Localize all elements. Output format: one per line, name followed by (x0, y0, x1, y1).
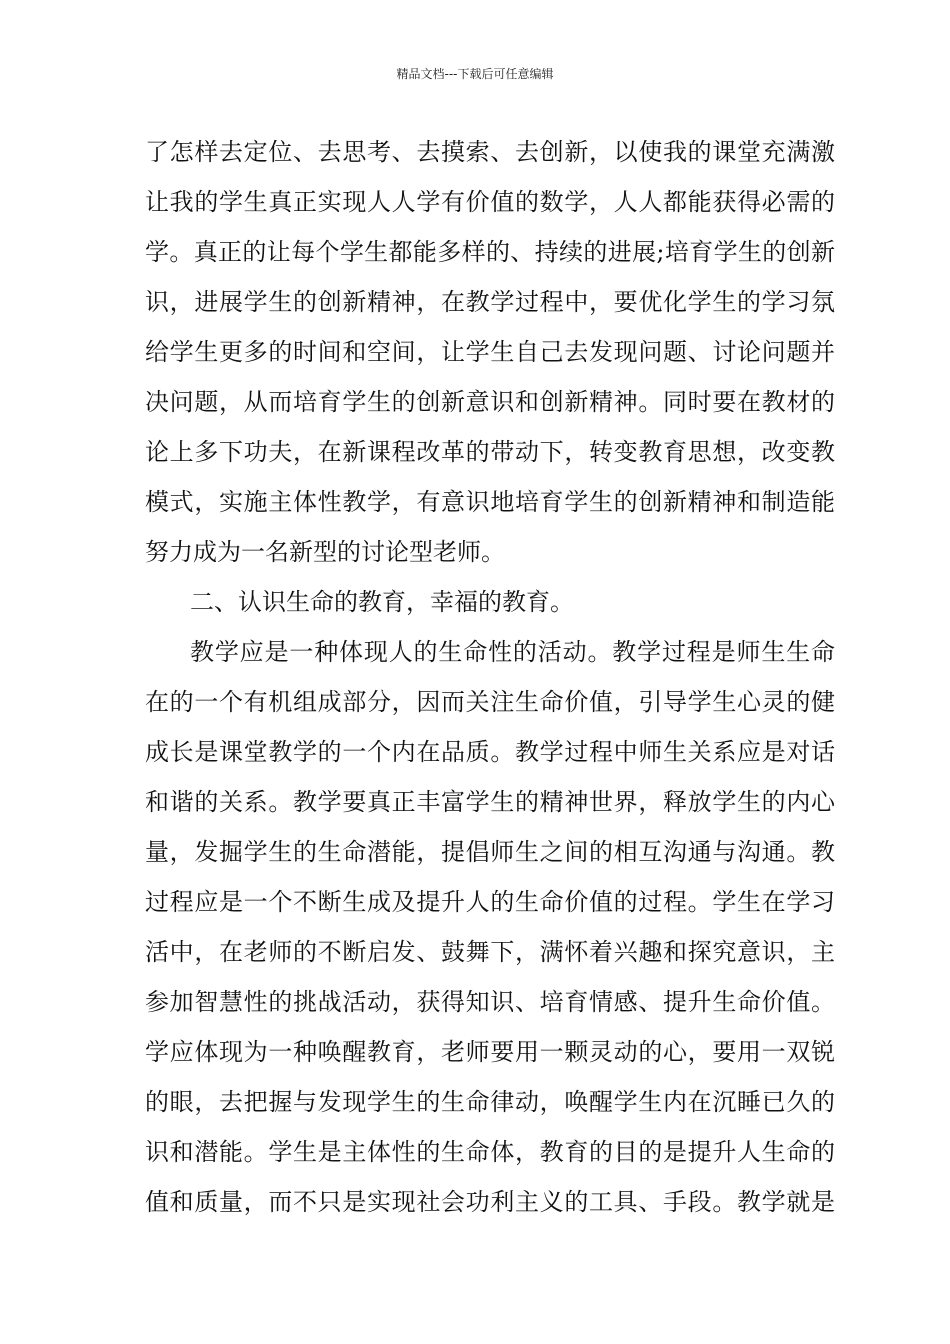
paragraph-line: 和谐的关系。教学要真正丰富学生的精神世界，释放学生的内心 (145, 788, 835, 816)
paragraph-line: 让我的学生真正实现人人学有价值的数学，人人都能获得必需的 (145, 188, 835, 216)
paragraph-line: 努力成为一名新型的讨论型老师。 (145, 538, 505, 566)
paragraph-line: 成长是课堂教学的一个内在品质。教学过程中师生关系应是对话 (145, 738, 835, 766)
paragraph-line: 的眼，去把握与发现学生的生命律动，唤醒学生内在沉睡已久的 (145, 1088, 835, 1116)
paragraph-line: 值和质量，而不只是实现社会功利主义的工具、手段。教学就是 (145, 1188, 835, 1216)
paragraph-line: 在的一个有机组成部分，因而关注生命价值，引导学生心灵的健 (145, 688, 835, 716)
paragraph-line: 给学生更多的时间和空间，让学生自己去发现问题、讨论问题并 (145, 338, 835, 366)
paragraph-line: 识，进展学生的创新精神，在教学过程中，要优化学生的学习氛 (145, 288, 835, 316)
page-header: 精品文档---下载后可任意编辑 (396, 67, 554, 81)
paragraph-line: 参加智慧性的挑战活动，获得知识、培育情感、提升生命价值。 (145, 988, 835, 1016)
paragraph-line: 模式，实施主体性教学，有意识地培育学生的创新精神和制造能 (145, 488, 835, 516)
paragraph-line: 了怎样去定位、去思考、去摸索、去创新，以使我的课堂充满激 (145, 138, 835, 166)
paragraph-line: 识和潜能。学生是主体性的生命体，教育的目的是提升人生命的 (145, 1138, 835, 1166)
section-heading: 二、认识生命的教育，幸福的教育。 (190, 588, 574, 616)
paragraph-line: 过程应是一个不断生成及提升人的生命价值的过程。学生在学习 (145, 888, 835, 916)
paragraph-line: 学应体现为一种唤醒教育，老师要用一颗灵动的心，要用一双锐 (145, 1038, 835, 1066)
paragraph-line: 量，发掘学生的生命潜能，提倡师生之间的相互沟通与沟通。教 (145, 838, 835, 866)
paragraph-line: 学。真正的让每个学生都能多样的、持续的进展;培育学生的创新 (145, 238, 835, 266)
paragraph-line: 活中，在老师的不断启发、鼓舞下，满怀着兴趣和探究意识，主 (145, 938, 835, 966)
paragraph-line: 教学应是一种体现人的生命性的活动。教学过程是师生生命 (190, 638, 835, 666)
paragraph-line: 论上多下功夫，在新课程改革的带动下，转变教育思想，改变教 (145, 438, 835, 466)
paragraph-line: 决问题，从而培育学生的创新意识和创新精神。同时要在教材的 (145, 388, 835, 416)
